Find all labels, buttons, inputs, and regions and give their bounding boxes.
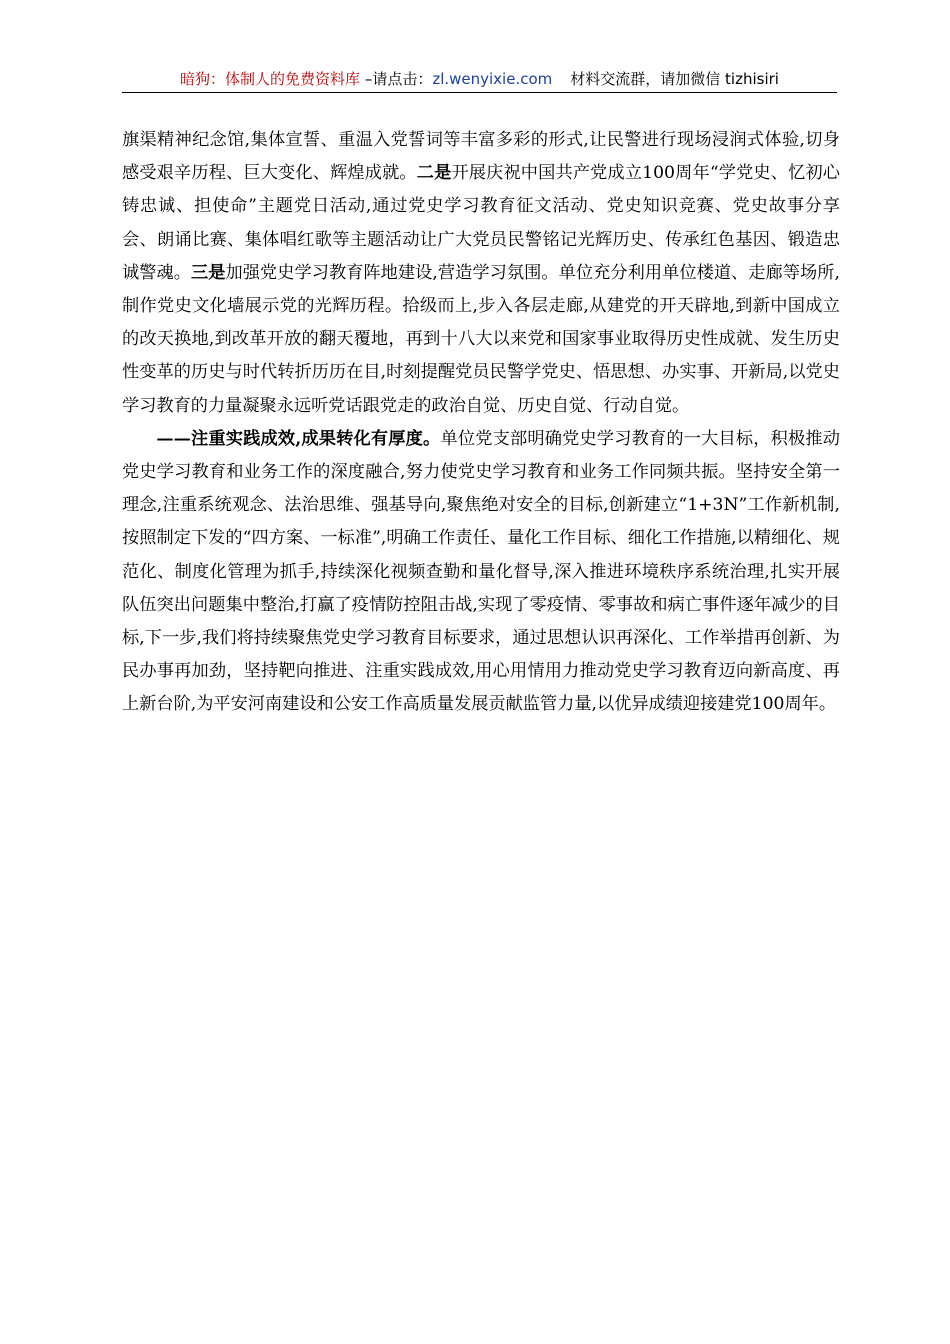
paragraph-1 (122, 124, 840, 423)
paragraph-1-text-b: 开展庆祝中国共产党成立100周年“学党史、忆初心铸忠诚、担使命”主题党日活动,通过党史学习教育征文活动、党史知识竞赛、党史故事分享会、朗诵比赛、集体唱红歌等主题活动让广大党员民警铭记光辉历史、传承红色基因、锻造忠诚警魂。 (122, 163, 840, 283)
document-body (122, 124, 840, 722)
header-link[interactable]: zl.wenyixie.com (432, 70, 553, 88)
header-prompt: –请点击： (360, 70, 433, 88)
point-two-label: 二是 (416, 163, 452, 184)
header-contact: 材料交流群，请加微信 tizhisiri (570, 70, 779, 88)
section-heading: ——注重实践成效,成果转化有厚度。 (156, 428, 441, 449)
page-header (122, 68, 837, 93)
paragraph-2-text: 单位党支部明确党史学习教育的一大目标，积极推动党史学习教育和业务工作的深度融合,努力使党史学习教育和业务工作同频共振。坚持安全第一理念,注重系统观念、法治思维、强基导向,聚焦绝对安全的目标,创新建立“1+3N”工作新机制,按照制定下发的“四方案、一标准”,明确工作责任、量化工作目标、细化工作措施,以精细化、规范化、制度化管理为抓手,持续深化视频查勤和量化督导,深入推进环境秩序系统治理,扎实开展队伍突出问题集中整治,打赢了疫情防控阻击战,实现了零疫情、零事故和病亡事件逐年减少的目标,下一步,我们将持续聚焦党史学习教育目标要求，通过思想认识再深化、工作举措再创新、为民办事再加劲，坚持靶向推进、注重实践成效,用心用情用力推动党史学习教育迈向新高度、再上新台阶,为平安河南建设和公安工作高质量发展贡献监管力量,以优异成绩迎接建党100周年。 (122, 428, 840, 715)
paragraph-1-text-a: 旗渠精神纪念馆,集体宣誓、重温入党誓词等丰富多彩的形式,让民警进行现场浸润式体验,切身感受艰辛历程、巨大变化、辉煌成就。 (122, 130, 840, 184)
paragraph-1-text-c: 加强党史学习教育阵地建设,营造学习氛围。单位充分利用单位楼道、走廊等场所,制作党史文化墙展示党的光辉历程。拾级而上,步入各层走廊,从建党的开天辟地,到新中国成立的改天换地,到改革开放的翻天覆地，再到十八大以来党和国家事业取得历史性成就、发生历史性变革的历史与时代转折历历在目,时刻提醒党员民警学党史、悟思想、办实事、开新局,以党史学习教育的力量凝聚永远听党话跟党走的政治自觉、历史自觉、行动自觉。 (122, 262, 840, 416)
point-three-label: 三是 (190, 262, 226, 283)
header-brand: 暗狗：体制人的免费资料库 (180, 70, 361, 88)
paragraph-2 (122, 423, 840, 722)
